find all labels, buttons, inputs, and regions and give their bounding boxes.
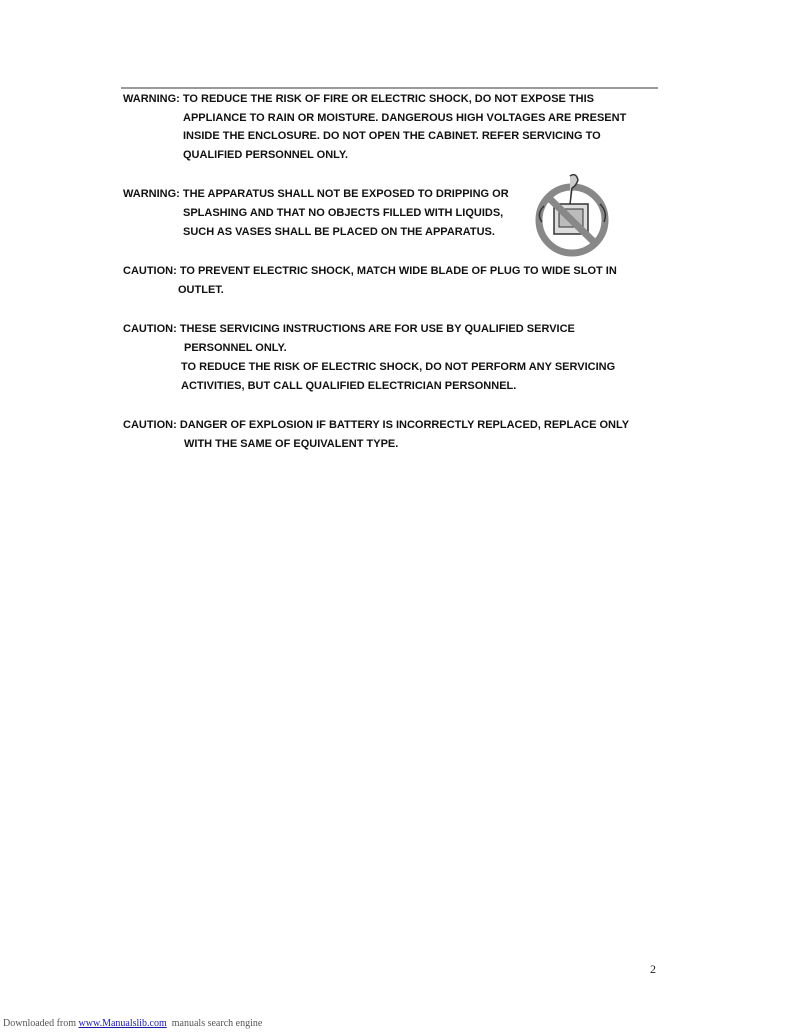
warning-2-line-2: SPLASHING AND THAT NO OBJECTS FILLED WITH LIQUIDS, <box>183 207 504 219</box>
caution-2-line-3: TO REDUCE THE RISK OF ELECTRIC SHOCK, DO NOT PERFORM ANY SERVICING <box>181 361 616 373</box>
page-number: 2 <box>650 962 656 976</box>
footer <box>3 1018 262 1029</box>
warning-1-line-4: QUALIFIED PERSONNEL ONLY. <box>183 149 349 161</box>
caution-1-line-1: CAUTION: TO PREVENT ELECTRIC SHOCK, MATCH WIDE BLADE OF PLUG TO WIDE SLOT IN <box>123 265 617 277</box>
warning-2-line-3: SUCH AS VASES SHALL BE PLACED ON THE APPARATUS. <box>183 226 495 238</box>
caution-3-line-2: WITH THE SAME OF EQUIVALENT TYPE. <box>184 438 399 450</box>
caution-2-line-1: CAUTION: THESE SERVICING INSTRUCTIONS ARE FOR USE BY QUALIFIED SERVICE <box>123 323 575 335</box>
header-rule <box>121 87 658 89</box>
footer-suffix: manuals search engine <box>166 1018 263 1029</box>
manualslib-link[interactable]: www.Manualslib.com <box>78 1018 167 1029</box>
warning-1-line-3: INSIDE THE ENCLOSURE. DO NOT OPEN THE CABINET. REFER SERVICING TO <box>183 130 601 142</box>
warning-1-line-2: APPLIANCE TO RAIN OR MOISTURE. DANGEROUS HIGH VOLTAGES ARE PRESENT <box>183 112 627 124</box>
caution-2-line-2: PERSONNEL ONLY. <box>184 342 287 354</box>
caution-1-line-2: OUTLET. <box>178 284 224 296</box>
warning-2-line-1: WARNING: THE APPARATUS SHALL NOT BE EXPOSED TO DRIPPING OR <box>123 188 509 200</box>
caution-2-line-4: ACTIVITIES, BUT CALL QUALIFIED ELECTRICIAN PERSONNEL. <box>181 380 517 392</box>
warning-1-line-1: WARNING: TO REDUCE THE RISK OF FIRE OR ELECTRIC SHOCK, DO NOT EXPOSE THIS <box>123 93 594 105</box>
no-liquids-on-apparatus-icon <box>522 168 622 262</box>
footer-prefix: Downloaded from <box>3 1018 79 1029</box>
caution-3-line-1: CAUTION: DANGER OF EXPLOSION IF BATTERY IS INCORRECTLY REPLACED, REPLACE ONLY <box>123 419 630 431</box>
